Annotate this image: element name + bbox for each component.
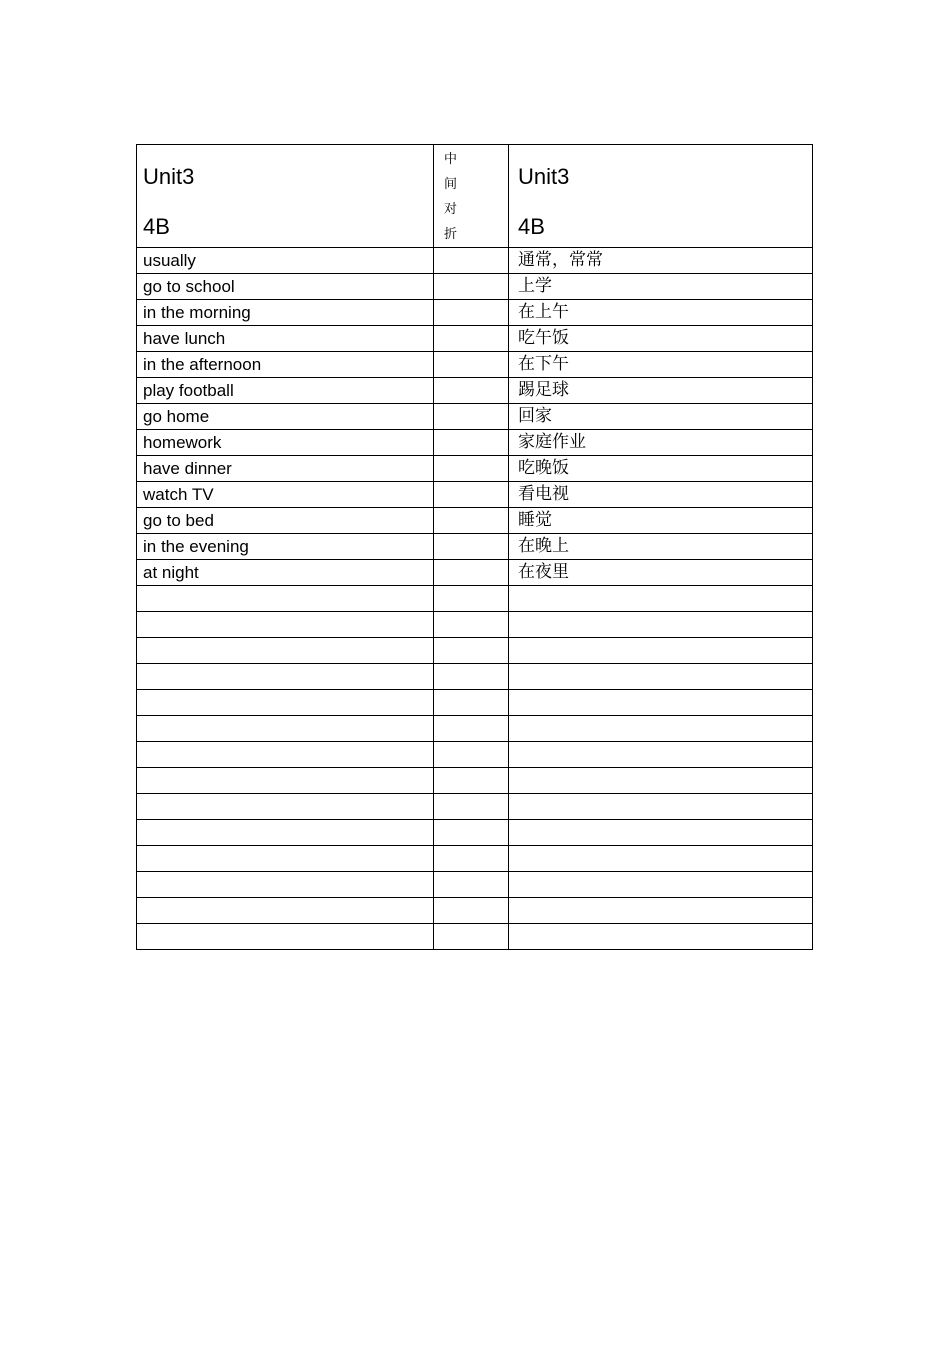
table-row [137, 742, 813, 768]
table-row [137, 716, 813, 742]
english-term-cell [137, 742, 434, 768]
english-term-cell [137, 768, 434, 794]
fold-gap-cell [434, 794, 509, 820]
chinese-meaning-cell: 回家 [509, 404, 813, 430]
fold-gap-cell [434, 742, 509, 768]
chinese-meaning-cell: 吃晚饭 [509, 456, 813, 482]
table-row [137, 482, 813, 508]
english-term-cell: have dinner [137, 456, 434, 482]
header-right-cell [509, 145, 813, 248]
chinese-meaning-cell [509, 794, 813, 820]
english-term-cell [137, 586, 434, 612]
fold-char: 折 [444, 227, 458, 242]
header-left-grade: 4B [143, 214, 170, 239]
chinese-meaning-cell [509, 716, 813, 742]
table-row [137, 378, 813, 404]
chinese-meaning-cell: 睡觉 [509, 508, 813, 534]
table-row [137, 612, 813, 638]
fold-instruction [434, 145, 458, 247]
table-row [137, 404, 813, 430]
chinese-meaning-cell [509, 612, 813, 638]
table-row [137, 560, 813, 586]
chinese-meaning-cell [509, 872, 813, 898]
table-row [137, 430, 813, 456]
table-row [137, 352, 813, 378]
english-term-cell [137, 898, 434, 924]
chinese-meaning-cell: 看电视 [509, 482, 813, 508]
english-term-cell [137, 924, 434, 950]
english-term-cell [137, 716, 434, 742]
chinese-meaning-cell: 在下午 [509, 352, 813, 378]
fold-char: 间 [444, 177, 458, 192]
table-row [137, 534, 813, 560]
table-header-row [137, 145, 813, 248]
table-row [137, 300, 813, 326]
english-term-cell [137, 690, 434, 716]
english-term-cell [137, 612, 434, 638]
chinese-meaning-cell [509, 820, 813, 846]
chinese-meaning-cell: 上学 [509, 274, 813, 300]
fold-gap-cell [434, 378, 509, 404]
vocabulary-table [136, 144, 813, 950]
chinese-meaning-cell: 家庭作业 [509, 430, 813, 456]
english-term-cell: usually [137, 248, 434, 274]
table-row [137, 508, 813, 534]
fold-gap-cell [434, 820, 509, 846]
header-left-unit: Unit3 [143, 164, 195, 189]
fold-gap-cell [434, 326, 509, 352]
fold-gap-cell [434, 534, 509, 560]
english-term-cell: at night [137, 560, 434, 586]
table-row [137, 326, 813, 352]
fold-gap-cell [434, 586, 509, 612]
fold-gap-cell [434, 716, 509, 742]
table-row [137, 664, 813, 690]
fold-gap-cell [434, 872, 509, 898]
table-row [137, 872, 813, 898]
english-term-cell [137, 872, 434, 898]
fold-gap-cell [434, 404, 509, 430]
chinese-meaning-cell: 吃午饭 [509, 326, 813, 352]
chinese-meaning-cell: 通常，常常 [509, 248, 813, 274]
english-term-cell: in the morning [137, 300, 434, 326]
table-row [137, 690, 813, 716]
chinese-meaning-cell: 在夜里 [509, 560, 813, 586]
fold-gap-cell [434, 456, 509, 482]
chinese-meaning-cell [509, 638, 813, 664]
chinese-meaning-cell [509, 846, 813, 872]
english-term-cell: in the afternoon [137, 352, 434, 378]
table-row [137, 456, 813, 482]
table-row [137, 768, 813, 794]
english-term-cell: go to school [137, 274, 434, 300]
table-row [137, 820, 813, 846]
english-term-cell: go home [137, 404, 434, 430]
chinese-meaning-cell [509, 898, 813, 924]
english-term-cell: go to bed [137, 508, 434, 534]
fold-char: 对 [444, 202, 458, 217]
english-term-cell [137, 638, 434, 664]
fold-gap-cell [434, 638, 509, 664]
english-term-cell [137, 846, 434, 872]
chinese-meaning-cell [509, 664, 813, 690]
chinese-meaning-cell [509, 586, 813, 612]
table-row [137, 586, 813, 612]
fold-gap-cell [434, 612, 509, 638]
table-row [137, 898, 813, 924]
fold-gap-cell [434, 924, 509, 950]
table-row [137, 794, 813, 820]
fold-gap-cell [434, 768, 509, 794]
english-term-cell: watch TV [137, 482, 434, 508]
header-left-cell [137, 145, 434, 248]
header-fold-cell [434, 145, 509, 248]
chinese-meaning-cell: 在晚上 [509, 534, 813, 560]
english-term-cell [137, 794, 434, 820]
header-right-grade: 4B [518, 214, 545, 239]
chinese-meaning-cell: 在上午 [509, 300, 813, 326]
english-term-cell [137, 664, 434, 690]
fold-gap-cell [434, 430, 509, 456]
chinese-meaning-cell: 踢足球 [509, 378, 813, 404]
chinese-meaning-cell [509, 924, 813, 950]
fold-gap-cell [434, 248, 509, 274]
fold-gap-cell [434, 846, 509, 872]
fold-char: 中 [444, 152, 458, 167]
chinese-meaning-cell [509, 742, 813, 768]
chinese-meaning-cell [509, 690, 813, 716]
fold-gap-cell [434, 664, 509, 690]
english-term-cell: play football [137, 378, 434, 404]
fold-gap-cell [434, 274, 509, 300]
header-right-unit: Unit3 [518, 164, 570, 189]
fold-gap-cell [434, 508, 509, 534]
english-term-cell: in the evening [137, 534, 434, 560]
table-row [137, 924, 813, 950]
table-row [137, 846, 813, 872]
table-row [137, 274, 813, 300]
fold-gap-cell [434, 898, 509, 924]
english-term-cell: have lunch [137, 326, 434, 352]
english-term-cell [137, 820, 434, 846]
english-term-cell: homework [137, 430, 434, 456]
fold-gap-cell [434, 690, 509, 716]
table-row [137, 638, 813, 664]
table-row [137, 248, 813, 274]
fold-gap-cell [434, 300, 509, 326]
fold-gap-cell [434, 482, 509, 508]
fold-gap-cell [434, 352, 509, 378]
chinese-meaning-cell [509, 768, 813, 794]
fold-gap-cell [434, 560, 509, 586]
